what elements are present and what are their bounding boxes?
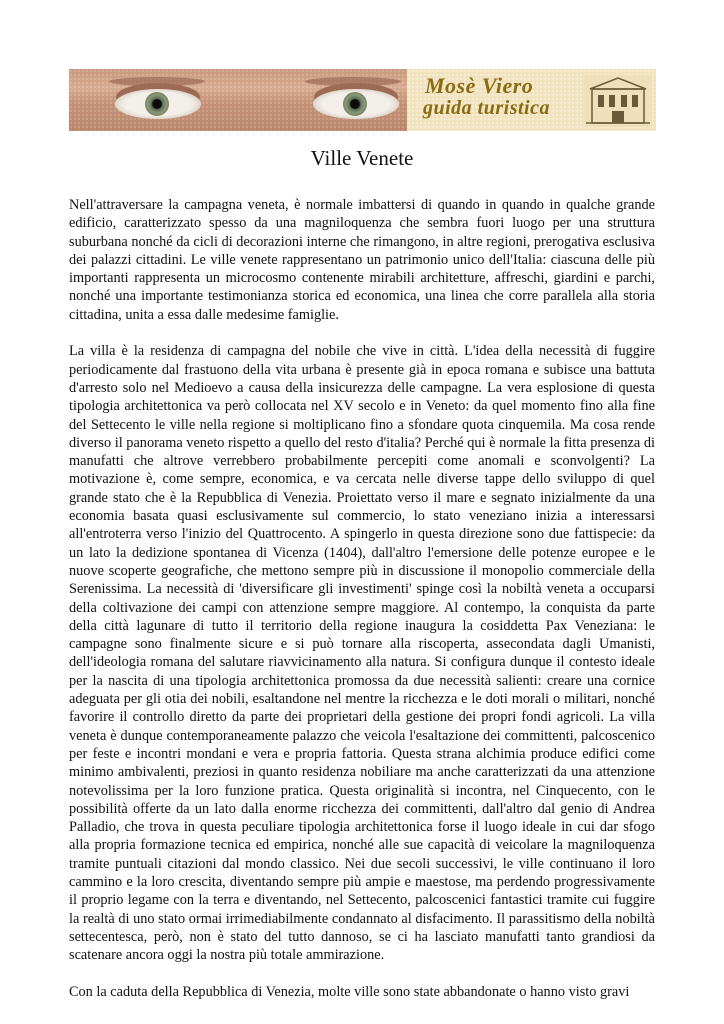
document-body [69,196,655,1019]
left-eye [115,89,201,119]
paragraph: Nell'attraversare la campagna veneta, è normale imbattersi di quando in quando in qualche grande edificio, caratterizzato spesso da una magniloquenza che sembra fuori luogo per una struttura suburbana nonché da cicli di decorazioni interne che rimangono, in altre regioni, prerogativa esclusiva dei palazzi cittadini. Le ville venete rappresentano un patrimonio unico dell'Italia: ciascuna delle più importanti rappresenta un microcosmo contenente mirabili architetture, affreschi, giardini e parchi, nonché una importante testimonianza storica ed economica, una linea che corre parallela alla storia cittadina, unita a essa dalle medesime famiglie. [69,197,655,323]
right-iris [343,92,367,116]
eyes-mosaic-image [69,69,407,131]
paragraph: Con la caduta della Repubblica di Venezia, molte ville sono state abbandonate o hanno visto gravi [69,983,630,1000]
right-eye [313,89,399,119]
left-eyebrow [109,77,205,86]
left-iris [145,92,169,116]
brand-logo [407,69,656,131]
brand-subtitle: guida turistica [423,97,550,119]
header-banner [69,69,656,131]
page-title: Ville Venete [310,146,414,170]
building-icon [584,75,652,127]
brand-name: Mosè Viero [425,73,534,98]
right-eyebrow [305,77,401,86]
paragraph: La villa è la residenza di campagna del nobile che vive in città. L'idea della necessità di fuggire periodicamente dal frastuono della vita urbana è presente già in epoca romana e subisce una battuta d'arresto solo nel Medioevo a causa della insicurezza delle campagne. La vera esplosione di questa tipologia architettonica va però collocata nel XV secolo e in Veneto: da quel momento fino alla fine del Settecento le ville nella regione si moltiplicano fino a sfondare quota cinquemila. Ma cosa rende diverso il panorama veneto rispetto a quello del resto d'italia? Perché qui è normale la fitta presenza di manufatti che altrove verrebbero probabilmente percepiti come anomali e sconvolgenti? La motivazione è, come sempre, economica, e va cercata nelle diverse tappe dello sviluppo di quel grande stato che è la Repubblica di Venezia. Proiettato verso il mare e segnato inizialmente da una economia basata quasi esclusivamente sul commercio, lo stato veneziano inizia a interessarsi all'entroterra verso l'inizio del Quattrocento. A spingerlo in questa direzione sono due fattispecie: da un lato la dedizione spontanea di Vicenza (1404), dall'altro l'emersione delle potenze europee e le nuove scoperte geografiche, che mettono sempre più in discussione il monopolio commerciale della Serenissima. La necessità di 'diversificare gli investimenti' spinge così la nobiltà veneta a occuparsi della coltivazione dei campi con attenzione sempre maggiore. Al contempo, la conquista da parte della città lagunare di tutto il territorio della regione inaugura la cosiddetta Pax Veneziana: le campagne sono finalmente sicure e si può tornare alla riscoperta, assecondata dagli Umanisti, dell'ideologia romana del salutare riavvicinamento alla natura. Si configura dunque il contesto ideale per la nascita di una tipologia architettonica promossa da due necessità salienti: creare una cornice adeguata per gli otia dei nobili, esaltandone nel mentre la ricchezza e le doti morali o militari, nonché favorire il controllo diretto da parte dei proprietari della gestione dei propri fondi agricoli. La villa veneta è dunque contemporaneamente palazzo che veicola l'esaltazione dei committenti, palcoscenico per feste e incontri mondani e vera e propria fattoria. Questa strana alchimia produce edifici come minimo ambivalenti, preziosi in quanto residenza nobiliare ma anche caratterizzati da una attenzione notevolissima per la loro funzione pratica. Questa originalità si incontra, nel Cinquecento, con le possibilità offerte da un lato dalla enorme ricchezza dei committenti, dall'altro dal genio di Andrea Palladio, che trova in questa peculiare tipologia architettonica forse il luogo ideale in cui dar sfogo alla propria formazione tecnica ed empirica, nonché alle sue capacità di veicolare la magniloquenza tramite puntuali citazioni dal mondo classico. Nei due secoli successivi, le ville continuano il loro cammino e la loro crescita, diventando sempre più ampie e maestose, ma perdendo progressivamente il proprio legame con la terra e diventando, nel Settecento, palcoscenici fantastici tramite cui fuggire la realtà di uno stato ormai irrimediabilmente condannato al disfacimento. Il parassitismo della nobiltà settecentesca, però, non è stato del tutto dannoso, se ci ha lasciato manufatti tanto grandiosi da scatenare ancora oggi la nostra più totale ammirazione. [69,343,655,964]
